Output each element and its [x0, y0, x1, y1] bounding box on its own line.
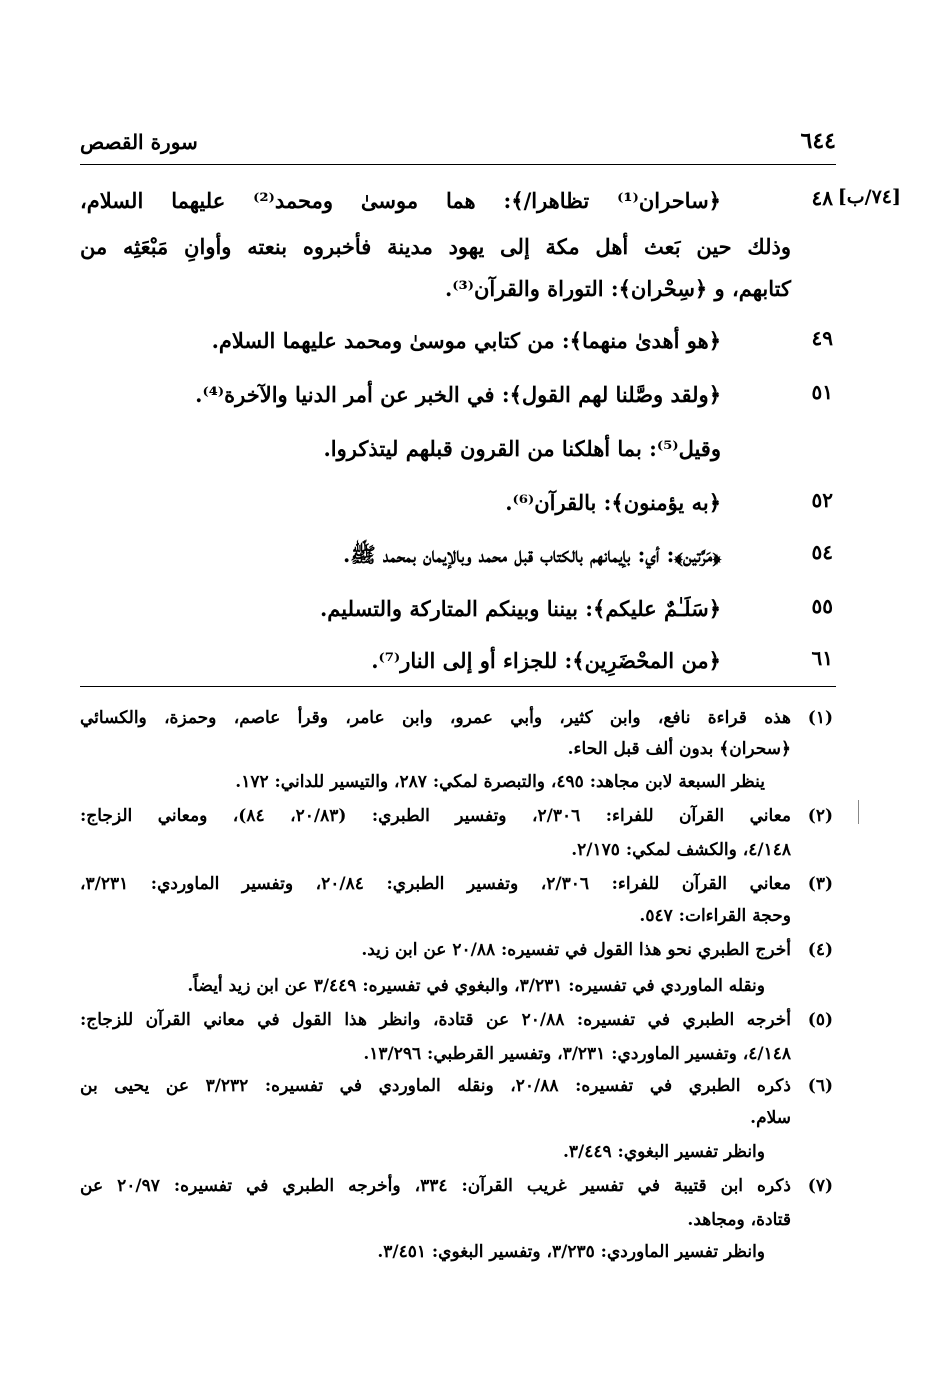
verse-line: ﴿من المحْضَرِين﴾: للجزاء أو إلى النار⁽⁷⁾. — [371, 648, 721, 673]
verse-line: ﴿ساحران⁽¹⁾ تظاهرا/﴾: هما موسىٰ ومحمد⁽²⁾ عليهما السلام، — [80, 188, 721, 213]
verse-number: ٥٥ — [811, 594, 833, 618]
footnote-line: أخرج الطبري نحو هذا القول في تفسيره: ٢٠/٨٨ عن ابن زيد. — [361, 940, 791, 960]
verse-number: ٥٢ — [811, 488, 833, 512]
verse-number: ٥٤ — [811, 540, 833, 564]
footnote-line: ذكره ابن قتيبة في تفسير غريب القرآن: ٣٣٤، وأخرجه الطبري في تفسيره: ٢٠/٩٧ عن — [80, 1176, 792, 1196]
verse-line: ﴿هو أهدىٰ منهما﴾: من كتابي موسىٰ ومحمد عليهما السلام. — [211, 328, 721, 353]
footnote-line: ونقله الماوردي في تفسيره: ٣/٢٣١، والبغوي في تفسيره: ٣/٤٤٩ عن ابن زيد أيضاً. — [187, 976, 765, 996]
footnote-line: ينظر السبعة لابن مجاهد: ٤٩٥، والتبصرة لمكي: ٢٨٧، والتيسير للداني: ١٧٢. — [235, 772, 765, 792]
verse-number: ٤٩ — [811, 326, 833, 350]
margin-mark — [858, 800, 859, 824]
surah-title: سورة القصص — [80, 130, 198, 154]
verse-number: ٤٨ — [811, 186, 833, 210]
footnote-line: ٤/١٤٨، وتفسير الماوردي: ٣/٢٣١، وتفسير القرطبي: ١٣/٢٩٦. — [363, 1044, 791, 1064]
verse-line: وقيل⁽⁵⁾: بما أهلكنا من القرون قبلهم ليتذكروا. — [323, 436, 721, 461]
verse-line: ﴿مَرَّتين﴾: أي: بإيمانهم بالكتاب قبل محمد وبالإيمان بمحمد ﷺ. — [343, 542, 721, 567]
footnote-line: سلام. — [750, 1108, 791, 1128]
footnote-line: ﴿سحران﴾ بدون ألف قبل الحاء. — [567, 739, 791, 759]
footnote-line: معاني القرآن للفراء: ٢/٣٠٦، وتفسير الطبري: (٢٠/٨٣، ٨٤)، ومعاني الزجاج: — [80, 806, 791, 826]
footnote-line: هذه قراءة نافع، وابن كثير، وأبي عمرو، وابن عامر، وقرأ عاصم، وحمزة، والكسائي — [80, 708, 791, 728]
verse-line: كتابهم، و ﴿سِحْران﴾: التوراة والقرآن⁽³⁾. — [444, 276, 791, 301]
margin-folio-ref: [٧٤/ب] — [837, 186, 901, 208]
footnote-line: ذكره الطبري في تفسيره: ٢٠/٨٨، ونقله الماوردي في تفسيره: ٣/٢٣٢ عن يحيى بن — [80, 1076, 791, 1096]
verse-number: ٦١ — [811, 646, 833, 670]
footnote-number: (٦) — [807, 1076, 833, 1096]
footnote-number: (١) — [807, 708, 833, 728]
footnote-number: (٤) — [807, 940, 833, 960]
footnote-line: وانظر تفسير البغوي: ٣/٤٤٩. — [562, 1142, 765, 1162]
footnote-number: (٧) — [807, 1176, 833, 1196]
page-number: ٦٤٤ — [800, 128, 836, 154]
footnote-number: (٢) — [807, 806, 833, 826]
header-rule — [80, 164, 836, 165]
verse-line: ﴿به يؤمنون﴾: بالقرآن⁽⁶⁾. — [505, 490, 721, 515]
footnote-line: قتادة، ومجاهد. — [687, 1210, 791, 1230]
verse-line: ﴿ولقد وصَّلنا لهم القول﴾: في الخبر عن أمر الدنيا والآخرة⁽⁴⁾. — [195, 382, 721, 407]
footnote-line: معاني القرآن للفراء: ٢/٣٠٦، وتفسير الطبري: ٢٠/٨٤، وتفسير الماوردي: ٣/٢٣١، — [80, 874, 791, 894]
verse-line: ﴿سَلَـٰمٌ عليكم﴾: بيننا وبينكم المتاركة والتسليم. — [320, 596, 721, 621]
footnote-line: أخرجه الطبري في تفسيره: ٢٠/٨٨ عن قتادة، وانظر هذا القول في معاني القرآن للزجاج: — [80, 1010, 791, 1030]
verse-number: ٥١ — [811, 380, 833, 404]
footnote-number: (٣) — [807, 874, 833, 894]
verse-line: وذلك حين بَعث أهل مكة إلى يهود مدينة فأخبروه بنعته وأوانِ مَبْعَثِه من — [80, 234, 791, 259]
page-header — [80, 128, 836, 164]
footnote-line: ٤/١٤٨، والكشف لمكي: ٢/١٧٥. — [571, 840, 791, 860]
footnote-rule — [80, 686, 836, 687]
footnote-line: وانظر تفسير الماوردي: ٣/٢٣٥، وتفسير البغوي: ٣/٤٥١. — [377, 1242, 765, 1262]
footnote-number: (٥) — [807, 1010, 833, 1030]
footnote-line: وحجة القراءات: ٥٤٧. — [639, 906, 791, 926]
